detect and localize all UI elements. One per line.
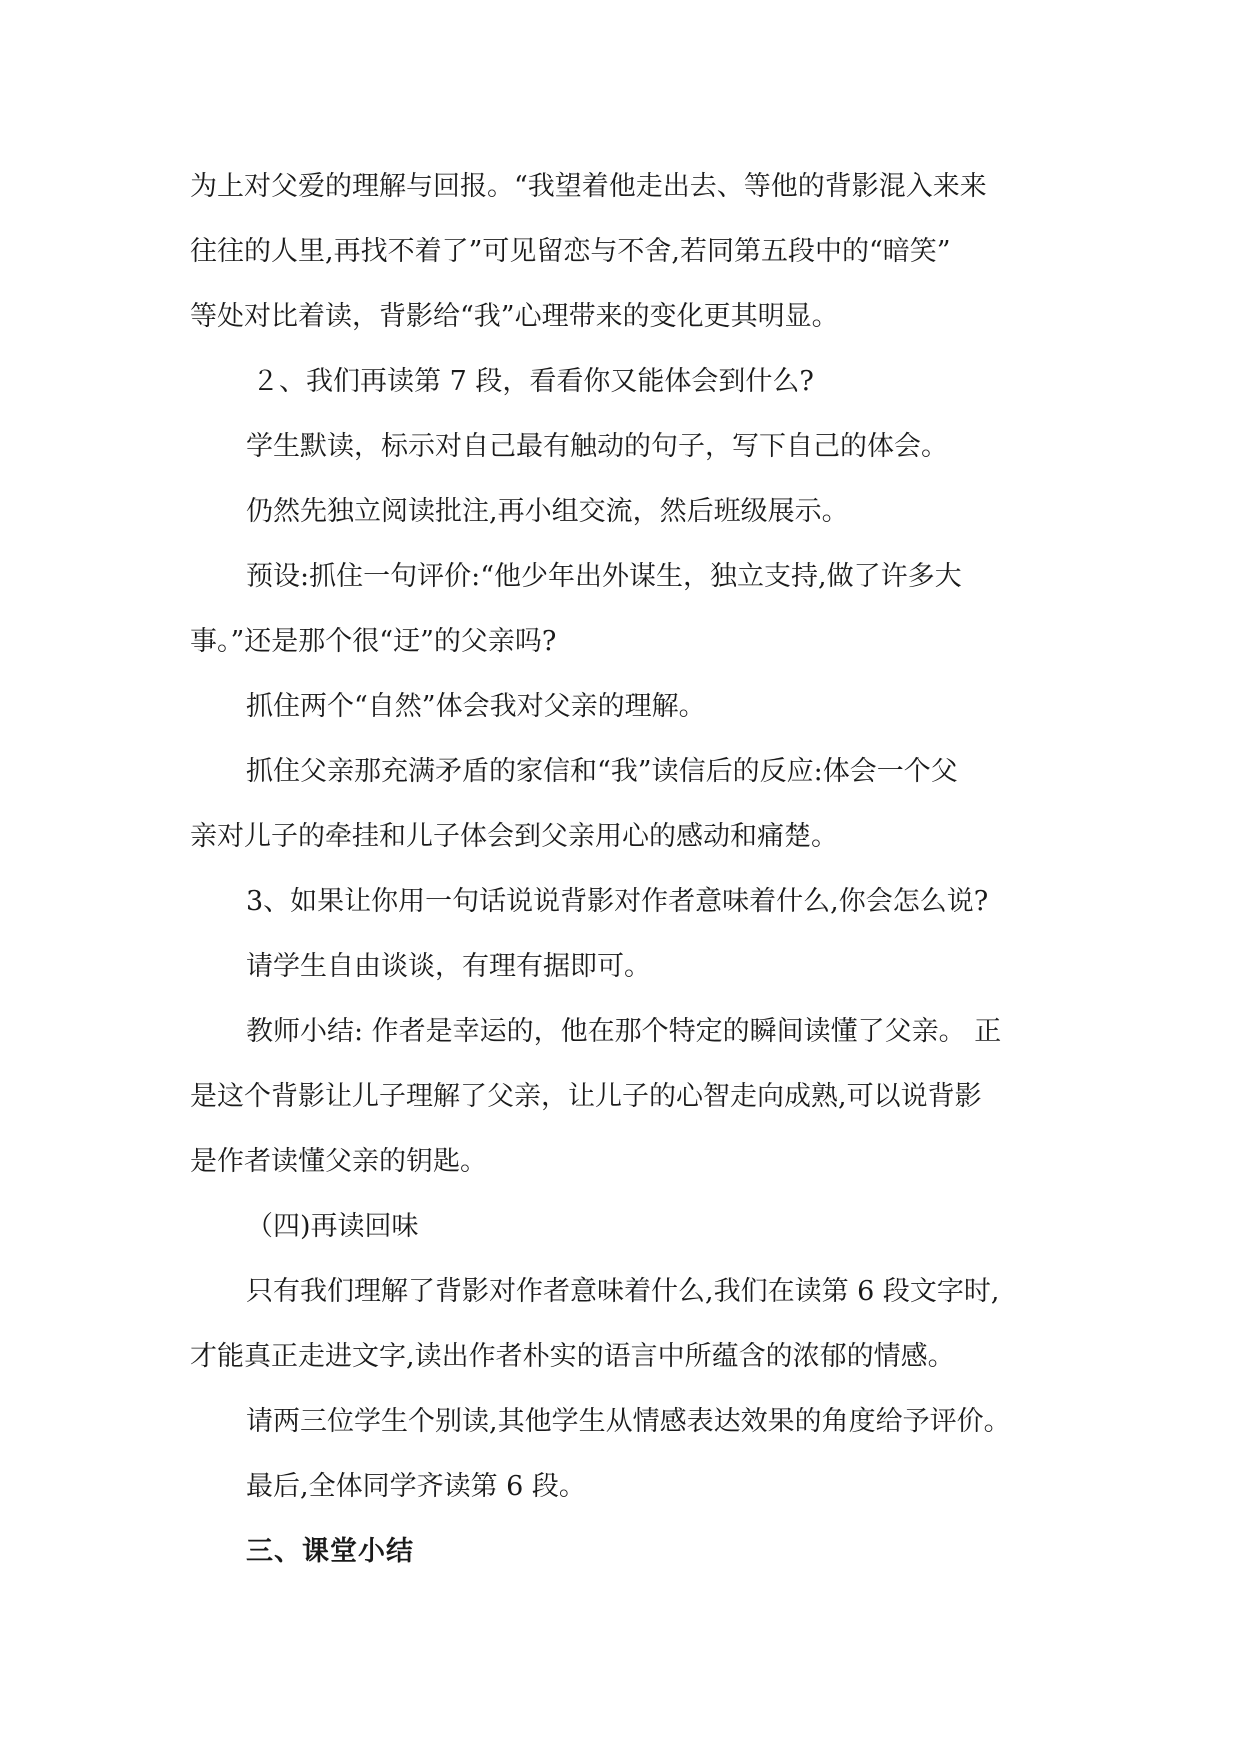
paragraph-line: 往往的人里,再找不着了”可见留恋与不舍,若同第五段中的“暗笑” (190, 236, 951, 267)
paragraph-line: 为上对父爱的理解与回报。“我望着他走出去、等他的背影混入来来 (190, 171, 987, 202)
question-line: 3、如果让你用一句话说说背影对作者意味着什么,你会怎么说? (246, 886, 989, 917)
paragraph-line: 最后,全体同学齐读第 6 段。 (246, 1471, 586, 1502)
question-line: ２、我们再读第 7 段，看看你又能体会到什么? (252, 366, 814, 397)
paragraph-line: 请学生自由谈谈，有理有据即可。 (246, 951, 651, 982)
paragraph-line: 亲对儿子的牵挂和儿子体会到父亲用心的感动和痛楚。 (190, 821, 838, 852)
document-body (190, 154, 1060, 1584)
paragraph-line: 是这个背影让儿子理解了父亲，让儿子的心智走向成熟,可以说背影 (190, 1081, 982, 1112)
paragraph-line: 抓住两个“自然”体会我对父亲的理解。 (246, 691, 706, 722)
paragraph-line: 抓住父亲那充满矛盾的家信和“我”读信后的反应:体会一个父 (246, 756, 958, 787)
paragraph-line: 预设:抓住一句评价:“他少年出外谋生，独立支持,做了许多大 (246, 561, 962, 592)
paragraph-line: 事。”还是那个很“迂”的父亲吗? (190, 626, 557, 657)
paragraph-line: 学生默读，标示对自己最有触动的句子，写下自己的体会。 (246, 431, 948, 462)
paragraph-line: 是作者读懂父亲的钥匙。 (190, 1146, 487, 1177)
paragraph-line: 等处对比着读，背影给“我”心理带来的变化更其明显。 (190, 301, 839, 332)
paragraph-line: 仍然先独立阅读批注,再小组交流，然后班级展示。 (246, 496, 849, 527)
section-subheading: （四)再读回味 (246, 1211, 419, 1242)
paragraph-line: 才能真正走进文字,读出作者朴实的语言中所蕴含的浓郁的情感。 (190, 1341, 955, 1372)
paragraph-line: 只有我们理解了背影对作者意味着什么,我们在读第 6 段文字时, (246, 1276, 1000, 1307)
section-heading: 三、课堂小结 (246, 1536, 414, 1567)
paragraph-line: 教师小结: 作者是幸运的，他在那个特定的瞬间读懂了父亲。 正 (246, 1016, 1002, 1047)
paragraph-line: 请两三位学生个别读,其他学生从情感表达效果的角度给予评价。 (246, 1406, 1011, 1437)
